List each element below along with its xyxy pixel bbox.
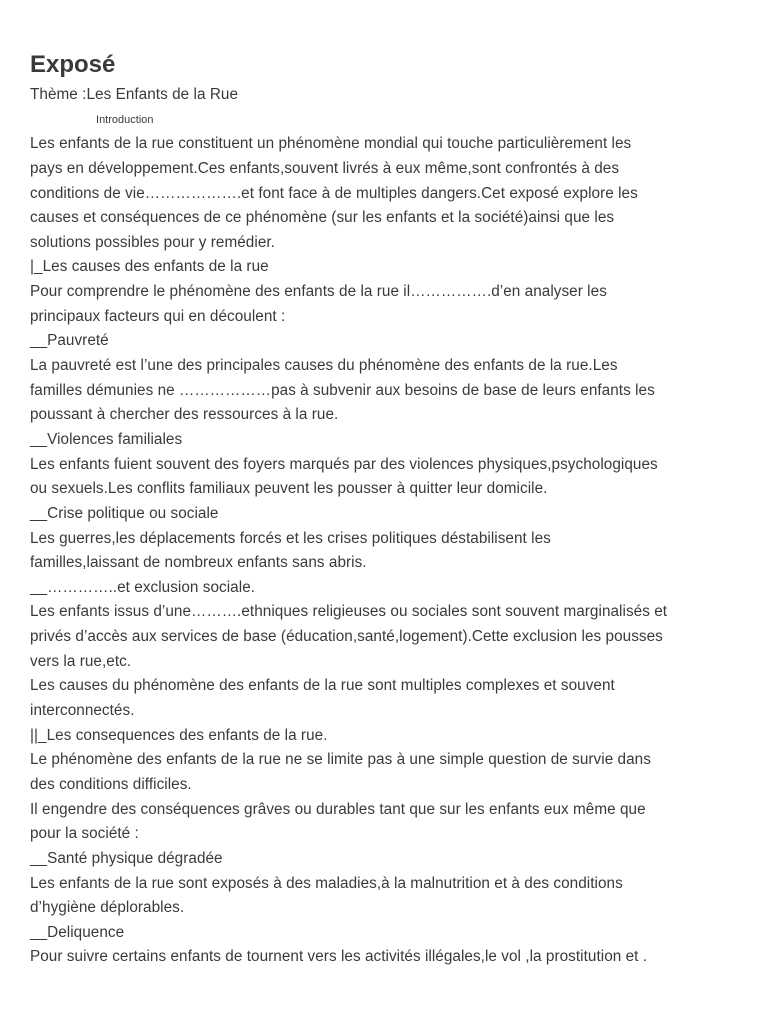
text-line: Introduction: [96, 113, 154, 126]
text-line: Les enfants fuient souvent des foyers marqués par des violences physiques,psychologiques: [30, 455, 658, 473]
text-line: d’hygiène déplorables.: [30, 899, 185, 917]
text-line: Le phénomène des enfants de la rue ne se limite pas à une simple question de survie dans: [30, 751, 651, 769]
text-line: Thème :Les Enfants de la Rue: [30, 86, 239, 103]
text-line: vers la rue,etc.: [30, 652, 132, 670]
text-line: __Violences familiales: [30, 430, 183, 448]
text-line: |_Les causes des enfants de la rue: [30, 258, 269, 276]
text-line: Les enfants de la rue constituent un phénomène mondial qui touche particulièrement les: [30, 135, 632, 153]
text-line: __Crise politique ou sociale: [30, 504, 219, 522]
text-line: Pour suivre certains enfants de tournent vers les activités illégales,le vol ,la prostitution et .: [30, 948, 648, 966]
text-line: La pauvreté est l’une des principales causes du phénomène des enfants de la rue.Les: [30, 357, 618, 375]
text-line: solutions possibles pour y remédier.: [30, 233, 275, 251]
text-line: familles démunies ne ………………pas à subvenir aux besoins de base de leurs enfants les: [30, 381, 655, 399]
document-page: [30, 49, 750, 970]
text-line: __…………..et exclusion sociale.: [30, 578, 256, 596]
document-title: Exposé: [30, 51, 116, 78]
text-line: causes et conséquences de ce phénomène (sur les enfants et la société)ainsi que les: [30, 209, 615, 227]
text-line: conditions de vie……………….et font face à de multiples dangers.Cet exposé explore les: [30, 184, 638, 202]
text-line: Les enfants de la rue sont exposés à des maladies,à la malnutrition et à des conditions: [30, 874, 623, 892]
text-line: pays en développement.Ces enfants,souvent livrés à eux même,sont confrontés à des: [30, 159, 620, 177]
text-line: pour la société :: [30, 825, 139, 843]
text-line: poussant à chercher des ressources à la rue.: [30, 406, 339, 424]
text-line: Pour comprendre le phénomène des enfants de la rue il…………….d’en analyser les: [30, 283, 607, 301]
text-line: __Pauvreté: [30, 332, 109, 350]
text-line: privés d’accès aux services de base (éducation,santé,logement).Cette exclusion les pousses: [30, 628, 663, 646]
text-line: Il engendre des conséquences grâves ou durables tant que sur les enfants eux même que: [30, 800, 646, 818]
text-line: Les causes du phénomène des enfants de la rue sont multiples complexes et souvent: [30, 677, 615, 695]
text-line: interconnectés.: [30, 702, 135, 720]
text-line: __Santé physique dégradée: [30, 849, 223, 867]
text-line: Les enfants issus d’une……….ethniques religieuses ou sociales sont souvent marginalisés et: [30, 603, 668, 621]
text-line: ||_Les consequences des enfants de la rue.: [30, 726, 328, 744]
document-body: [30, 83, 750, 970]
text-line: familles,laissant de nombreux enfants sans abris.: [30, 554, 367, 572]
text-line: __Deliquence: [30, 923, 125, 941]
text-line: Les guerres,les déplacements forcés et les crises politiques déstabilisent les: [30, 529, 551, 547]
text-line: ou sexuels.Les conflits familiaux peuvent les pousser à quitter leur domicile.: [30, 480, 548, 498]
text-line: principaux facteurs qui en découlent :: [30, 307, 286, 325]
text-line: des conditions difficiles.: [30, 775, 192, 793]
